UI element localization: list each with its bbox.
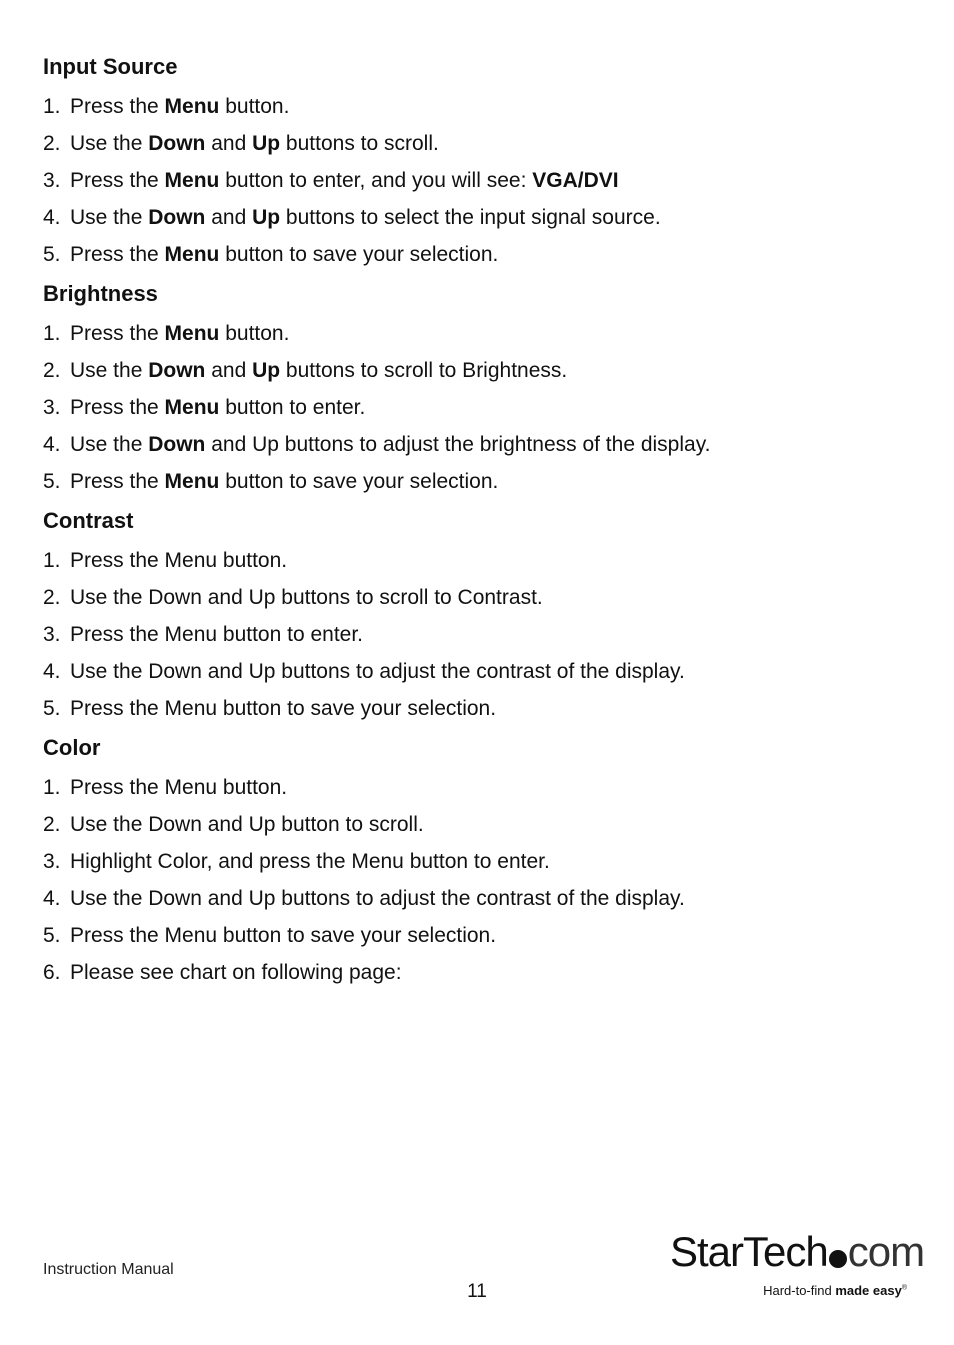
step-text: Use the Down and Up buttons to adjust the contrast of the display.	[70, 887, 685, 910]
step-keyword: VGA/DVI	[532, 169, 619, 192]
step-text: and Up buttons to adjust the brightness of the display.	[205, 433, 711, 456]
step-item	[43, 236, 923, 273]
step-item	[43, 315, 923, 352]
step-keyword: Menu	[164, 322, 220, 345]
logo-trademark: ®	[901, 1284, 907, 1292]
step-item	[43, 199, 923, 236]
step-text: Press the Menu button.	[70, 776, 288, 799]
step-number: 2.	[43, 813, 61, 836]
logo-tagline-bold: made easy	[835, 1283, 902, 1298]
step-text: buttons to scroll to Brightness.	[280, 359, 568, 382]
section-heading: Input Source	[43, 54, 178, 79]
step-text: Use the	[70, 206, 149, 229]
step-item	[43, 542, 923, 579]
step-text: Press the Menu button to enter.	[70, 623, 364, 646]
step-text: button.	[219, 322, 290, 345]
step-text: button to save your selection.	[219, 470, 499, 493]
step-text: Press the	[70, 169, 165, 192]
step-text: button.	[219, 95, 290, 118]
step-item	[43, 463, 923, 500]
step-keyword: Menu	[164, 95, 220, 118]
step-text: Press the	[70, 322, 165, 345]
step-item	[43, 426, 923, 463]
startech-logo	[670, 1228, 925, 1308]
step-number: 4.	[43, 206, 61, 229]
step-text: Press the	[70, 95, 165, 118]
step-text: Press the Menu button to save your selection.	[70, 697, 497, 720]
step-text: button to enter.	[219, 396, 366, 419]
step-text: button to enter, and you will see:	[219, 169, 533, 192]
step-number: 3.	[43, 396, 61, 419]
section-input-source	[43, 50, 923, 273]
step-number: 1.	[43, 322, 61, 345]
section-contrast	[43, 504, 923, 727]
step-list	[43, 315, 923, 500]
step-number: 5.	[43, 697, 61, 720]
step-item	[43, 653, 923, 690]
step-text: Highlight Color, and press the Menu button to enter.	[70, 850, 550, 873]
step-item	[43, 162, 923, 199]
step-text: Use the Down and Up buttons to scroll to Contrast.	[70, 586, 543, 609]
step-number: 4.	[43, 660, 61, 683]
step-text: Press the Menu button.	[70, 549, 288, 572]
step-text: and	[205, 206, 253, 229]
step-item	[43, 579, 923, 616]
step-list	[43, 88, 923, 273]
section-brightness	[43, 277, 923, 500]
step-text: Press the	[70, 396, 165, 419]
step-item	[43, 954, 923, 991]
step-number: 2.	[43, 586, 61, 609]
step-item	[43, 616, 923, 653]
step-item	[43, 880, 923, 917]
logo-tagline	[763, 1283, 907, 1298]
step-text: Press the	[70, 243, 165, 266]
step-number: 3.	[43, 169, 61, 192]
step-text: buttons to select the input signal source.	[280, 206, 661, 229]
step-text: and	[205, 359, 253, 382]
step-item	[43, 352, 923, 389]
step-number: 2.	[43, 359, 61, 382]
section-color	[43, 731, 923, 991]
step-keyword: Menu	[164, 470, 220, 493]
step-text: Use the Down and Up buttons to adjust the contrast of the display.	[70, 660, 685, 683]
section-heading: Color	[43, 735, 101, 760]
step-number: 1.	[43, 776, 61, 799]
step-list	[43, 769, 923, 991]
step-text: and	[205, 132, 253, 155]
step-item	[43, 806, 923, 843]
step-keyword: Down	[148, 359, 206, 382]
step-keyword: Up	[252, 359, 281, 382]
step-list	[43, 542, 923, 727]
step-number: 1.	[43, 95, 61, 118]
step-text: button to save your selection.	[219, 243, 499, 266]
step-keyword: Up	[252, 132, 281, 155]
step-number: 3.	[43, 623, 61, 646]
footer-label: Instruction Manual	[43, 1261, 174, 1278]
step-item	[43, 389, 923, 426]
step-text: Use the	[70, 433, 149, 456]
step-item	[43, 917, 923, 954]
step-text: buttons to scroll.	[280, 132, 439, 155]
logo-dot-icon	[829, 1250, 847, 1268]
section-heading: Brightness	[43, 281, 158, 306]
step-text: Use the Down and Up button to scroll.	[70, 813, 424, 836]
step-item	[43, 125, 923, 162]
step-text: Press the	[70, 470, 165, 493]
section-heading: Contrast	[43, 508, 134, 533]
logo-tagline-regular: Hard-to-find	[763, 1283, 836, 1298]
step-number: 4.	[43, 433, 61, 456]
step-number: 5.	[43, 470, 61, 493]
step-item	[43, 690, 923, 727]
step-text: Please see chart on following page:	[70, 961, 402, 984]
step-keyword: Menu	[164, 243, 220, 266]
step-number: 3.	[43, 850, 61, 873]
step-item	[43, 843, 923, 880]
step-number: 4.	[43, 887, 61, 910]
step-text: Use the	[70, 359, 149, 382]
step-number: 1.	[43, 549, 61, 572]
step-number: 5.	[43, 924, 61, 947]
step-number: 6.	[43, 961, 61, 984]
step-number: 5.	[43, 243, 61, 266]
step-keyword: Down	[148, 433, 206, 456]
step-keyword: Down	[148, 206, 206, 229]
step-keyword: Menu	[164, 169, 220, 192]
step-keyword: Down	[148, 132, 206, 155]
step-item	[43, 88, 923, 125]
step-keyword: Menu	[164, 396, 220, 419]
step-keyword: Up	[252, 206, 281, 229]
step-text: Use the	[70, 132, 149, 155]
page-number: 11	[467, 1281, 487, 1302]
logo-brand-main: StarTech	[670, 1228, 828, 1275]
step-item	[43, 769, 923, 806]
logo-brand	[670, 1228, 924, 1276]
document-body	[43, 50, 923, 991]
step-number: 2.	[43, 132, 61, 155]
step-text: Press the Menu button to save your selection.	[70, 924, 497, 947]
logo-brand-suffix: com	[847, 1228, 925, 1275]
